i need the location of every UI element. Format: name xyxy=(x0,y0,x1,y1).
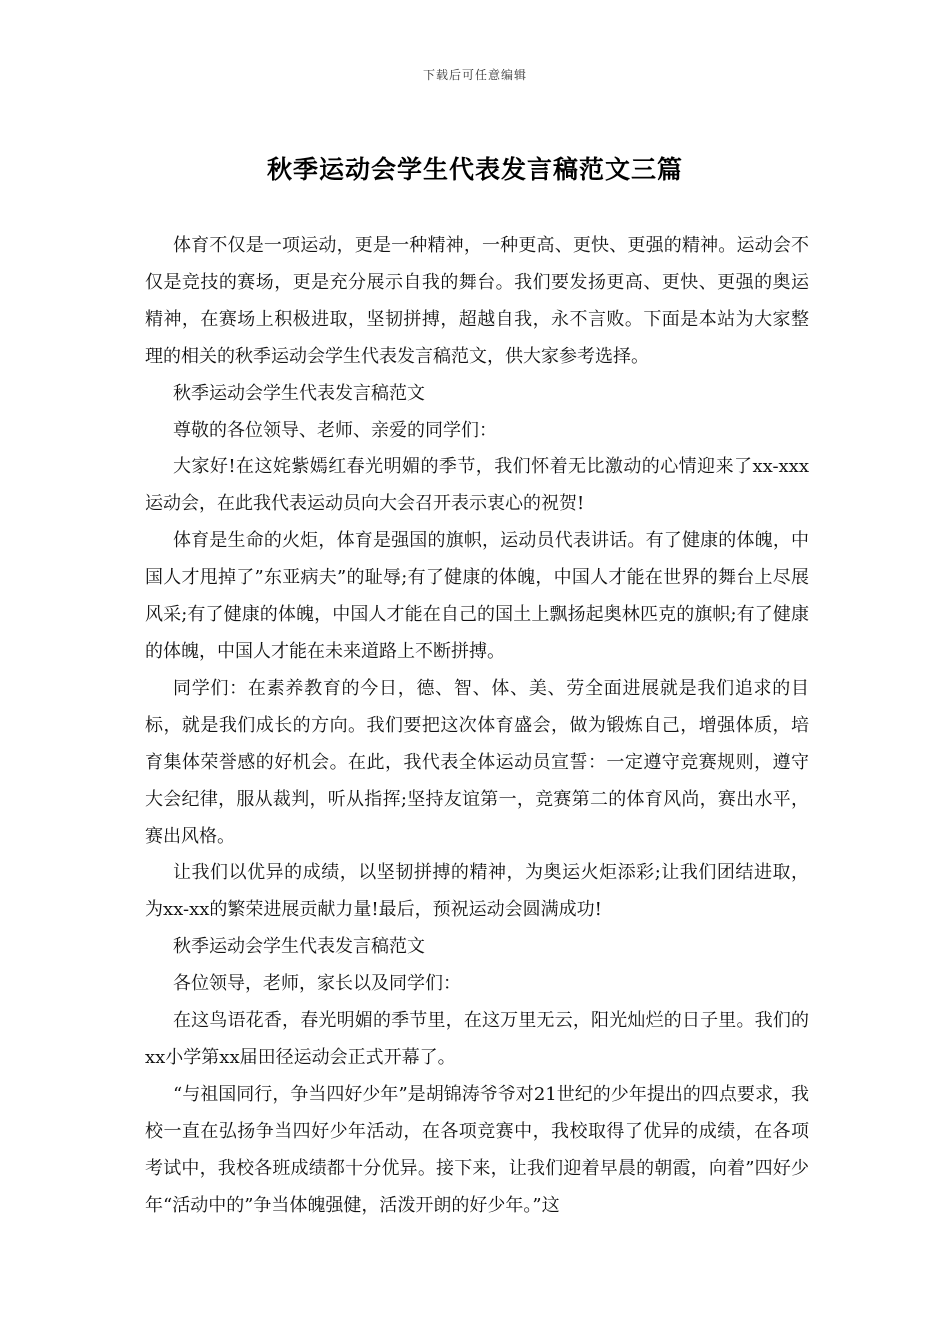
document-title: 秋季运动会学生代表发言稿范文三篇 xyxy=(266,155,683,184)
section-heading-2: 秋季运动会学生代表发言稿范文 xyxy=(173,936,425,958)
salutation-1: 尊敬的各位领导、老师、亲爱的同学们： xyxy=(173,419,497,441)
body-paragraph: 体育是生命的火炬，体育是强国的旗帜，运动员代表讲话。有了健康的体魄，中国人才甩掉了”东亚病夫”的耻辱;有了健康的体魄，中国人才能在世界的舞台上尽展风采;有了健康的体魄，中国人才能在自己的国土上飘扬起奥林匹克的旗帜;有了健康的体魄，中国人才能在未来道路上不断拼搏。 xyxy=(145,530,809,662)
salutation-2: 各位领导，老师，家长以及同学们： xyxy=(173,973,461,995)
document-body xyxy=(145,228,809,1224)
section-heading-1: 秋季运动会学生代表发言稿范文 xyxy=(173,382,425,404)
body-paragraph: 在这鸟语花香，春光明媚的季节里，在这万里无云，阳光灿烂的日子里。我们的xx小学第xx届田径运动会正式开幕了。 xyxy=(145,1010,809,1068)
body-paragraph: 同学们：在素养教育的今日，德、智、体、美、劳全面进展就是我们追求的目标，就是我们成长的方向。我们要把这次体育盛会，做为锻炼自己，增强体质，培育集体荣誉感的好机会。在此，我代表全体运动员宣誓：一定遵守竞赛规则，遵守大会纪律，服从裁判，听从指挥;坚持友谊第一，竞赛第二的体育风尚，赛出水平，赛出风格。 xyxy=(145,677,809,847)
intro-paragraph: 体育不仅是一项运动，更是一种精神，一种更高、更快、更强的精神。运动会不仅是竞技的赛场，更是充分展示自我的舞台。我们要发扬更高、更快、更强的奥运精神，在赛场上积极进取，坚韧拼搏，超越自我，永不言败。下面是本站为大家整理的相关的秋季运动会学生代表发言稿范文，供大家参考选择。 xyxy=(145,235,809,367)
body-paragraph: 让我们以优异的成绩，以坚韧拼搏的精神，为奥运火炬添彩;让我们团结进取，为xx-xx的繁荣进展贡献力量!最后，预祝运动会圆满成功! xyxy=(145,862,809,921)
header-note: 下载后可任意编辑 xyxy=(422,68,527,82)
body-paragraph: 大家好!在这姹紫嫣红春光明媚的季节，我们怀着无比激动的心情迎来了xx-xxx运动会，在此我代表运动员向大会召开表示衷心的祝贺! xyxy=(145,456,809,515)
body-paragraph: “与祖国同行，争当四好少年”是胡锦涛爷爷对21世纪的少年提出的四点要求，我校一直在弘扬争当四好少年活动，在各项竞赛中，我校取得了优异的成绩，在各项考试中，我校各班成绩都十分优异。接下来，让我们迎着早晨的朝霞，向着”四好少年“活动中的”争当体魄强健，活泼开朗的好少年。”这 xyxy=(145,1083,809,1216)
